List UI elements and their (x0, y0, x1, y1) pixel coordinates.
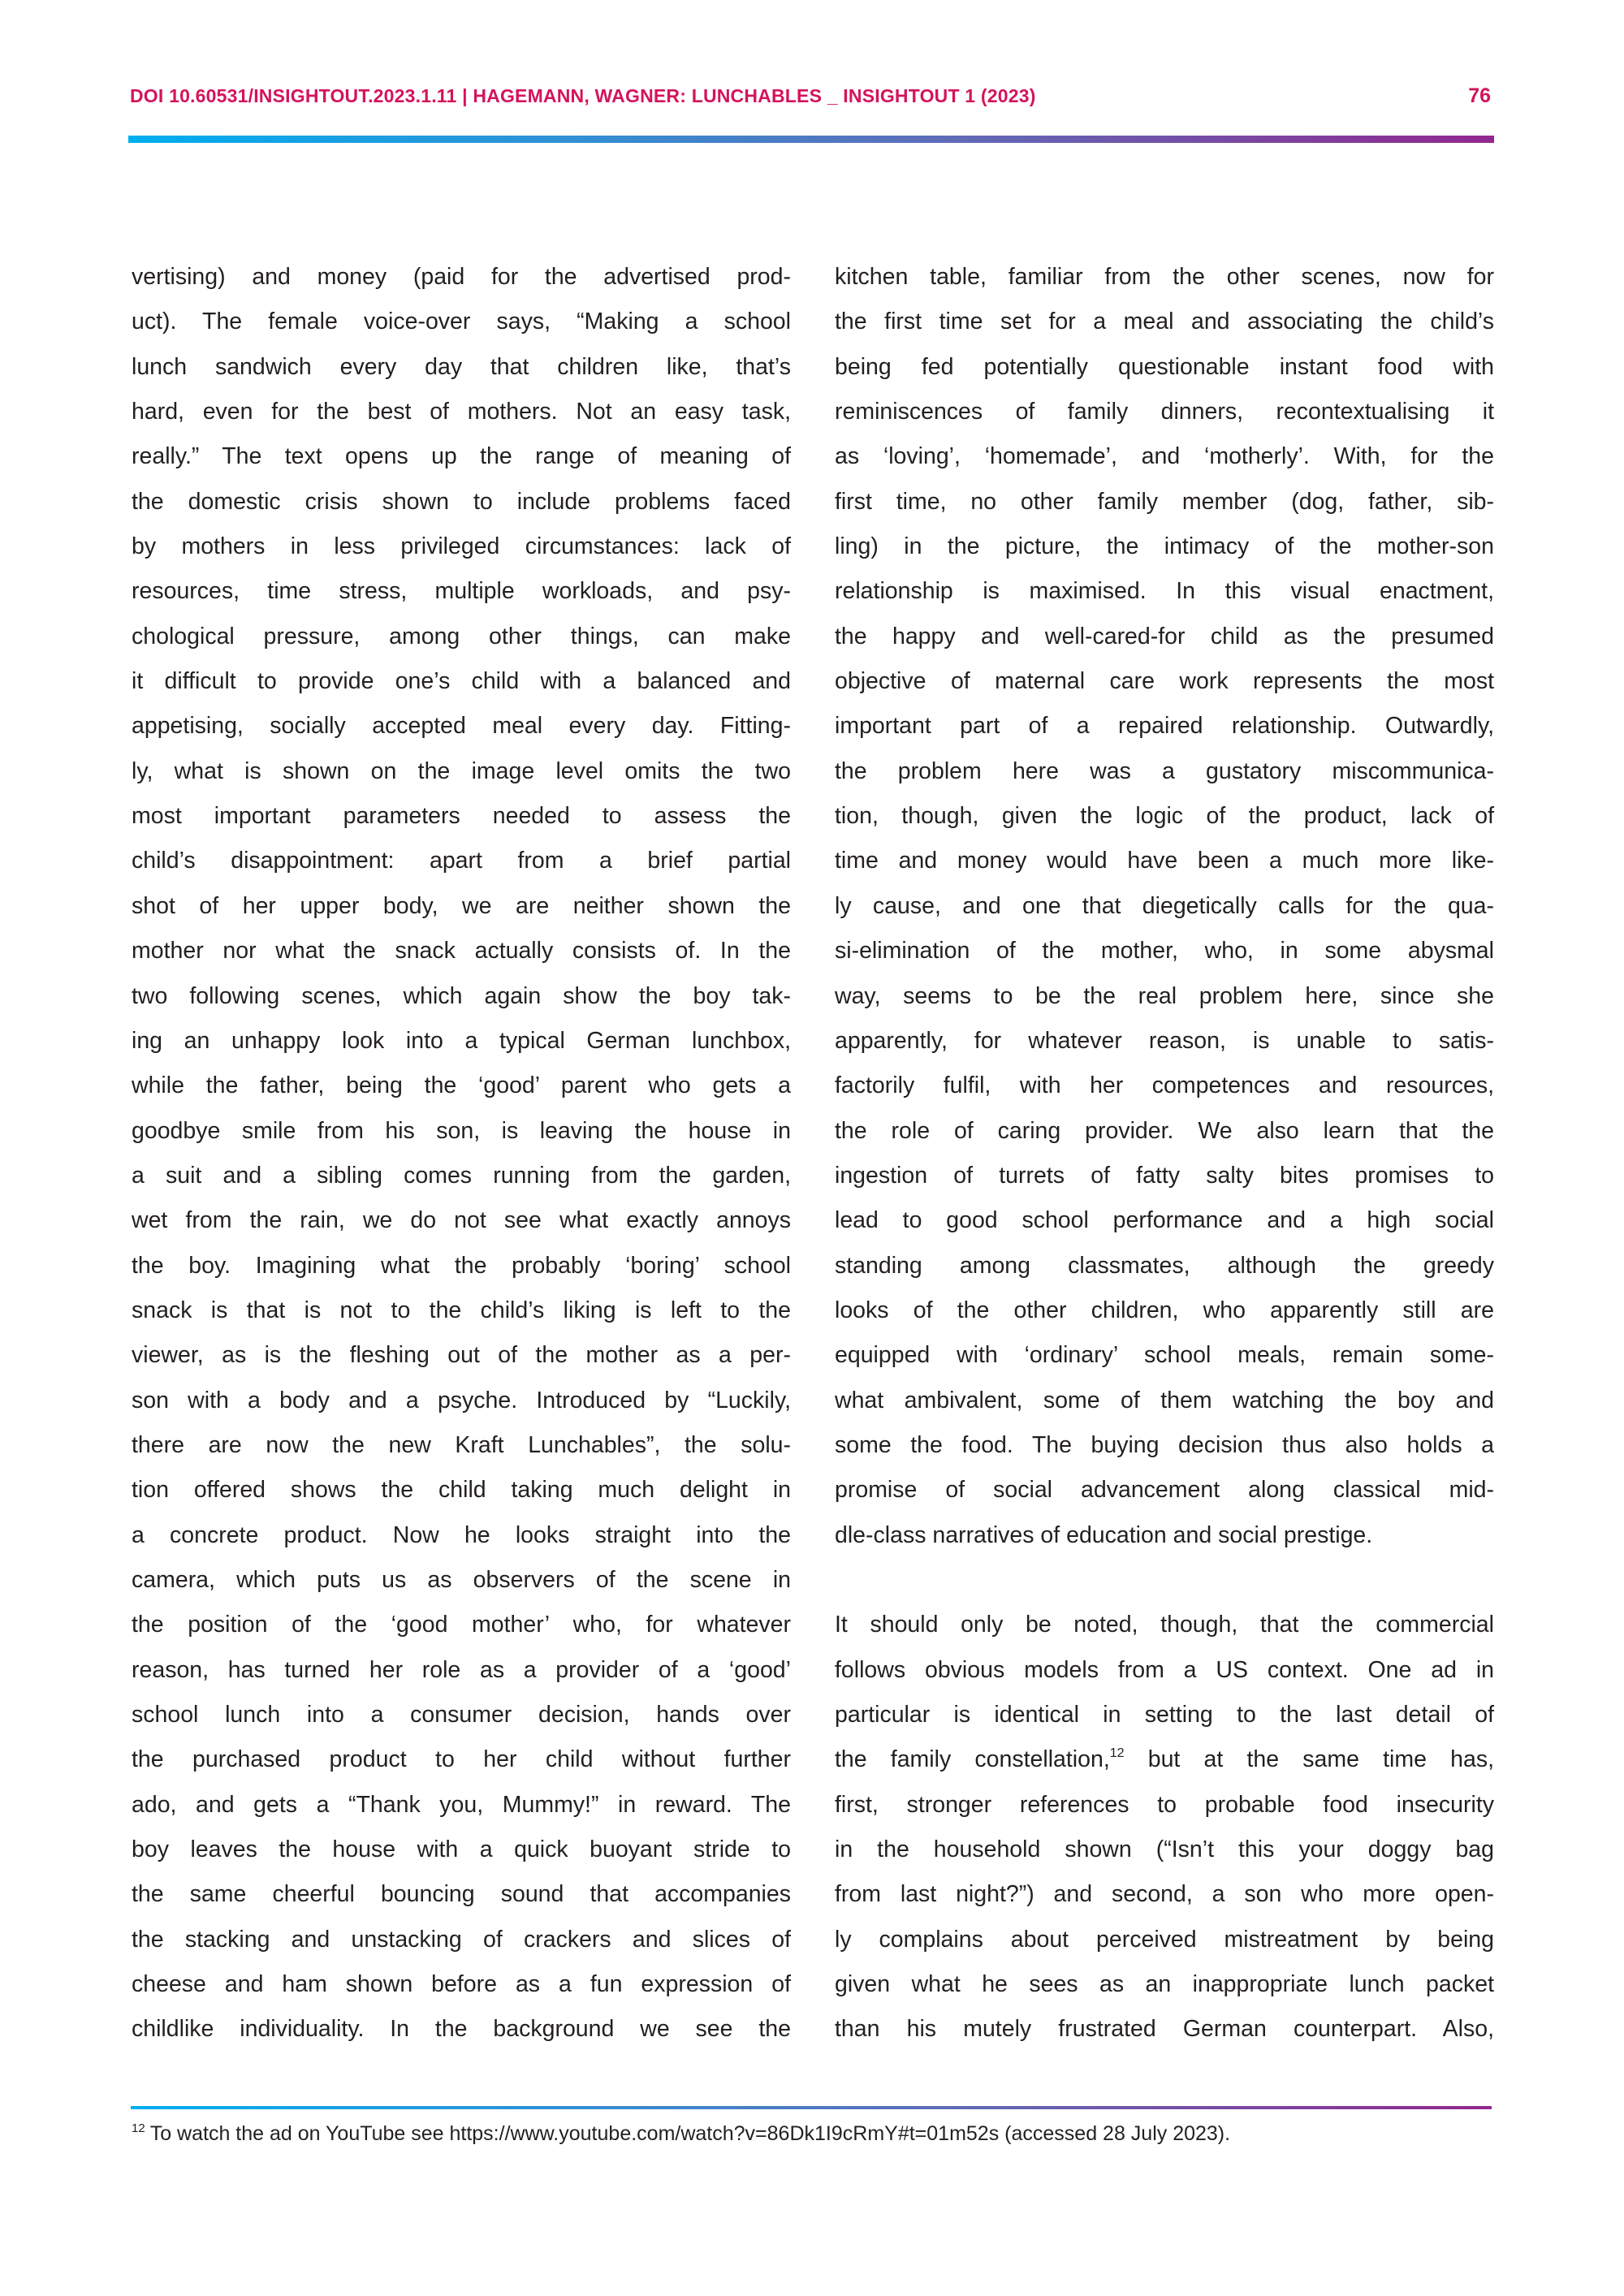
text-line: given what he sees as an inappropriate lunch packet (835, 1971, 1494, 1998)
text-line: mother nor what the snack actually consists of. In the (132, 938, 791, 965)
text-line: kitchen table, familiar from the other scenes, now for (835, 264, 1494, 290)
text-line: si-elimination of the mother, who, in some abysmal (835, 938, 1494, 965)
text-line: the role of caring provider. We also learn that the (835, 1117, 1494, 1144)
text-line: the position of the ‘good mother’ who, for whatever (132, 1612, 791, 1638)
text-line: factorily fulfil, with her competences and resources, (835, 1072, 1494, 1099)
footnote-text[interactable]: To watch the ad on YouTube see https://www.youtube.com/watch?v=86Dk1I9cRmY#t=01m52s (accessed 28 July 2023). (149, 2122, 1231, 2145)
text-line: the first time set for a meal and associating the child’s (835, 309, 1494, 335)
text-line: hard, even for the best of mothers. Not an easy task, (132, 399, 791, 425)
text-line: while the father, being the ‘good’ parent who gets a (132, 1072, 791, 1099)
text-line: wet from the rain, we do not see what exactly annoys (132, 1207, 791, 1234)
text-line: being fed potentially questionable instant food with (835, 353, 1494, 380)
text-line: school lunch into a consumer decision, hands over (132, 1702, 791, 1728)
text-line: the stacking and unstacking of crackers and slices of (132, 1926, 791, 1953)
text-line: vertising) and money (paid for the advertised prod- (132, 264, 791, 290)
text-line: apparently, for whatever reason, is unable to satis- (835, 1027, 1494, 1054)
paragraph-gap (835, 1558, 1494, 1603)
footnote-gradient-rule (131, 2106, 1492, 2109)
text-line: standing among classmates, although the greedy (835, 1252, 1494, 1279)
text-line: two following scenes, which again show the boy tak- (132, 982, 791, 1009)
page-number: 76 (1468, 84, 1491, 107)
text-line: really.” The text opens up the range of meaning of (132, 443, 791, 470)
text-line: relationship is maximised. In this visual enactment, (835, 578, 1494, 605)
text-line: the domestic crisis shown to include problems faced (132, 488, 791, 515)
text-line: important part of a repaired relationship. Outwardly, (835, 713, 1494, 740)
text-line: ing an unhappy look into a typical German lunchbox, (132, 1027, 791, 1054)
text-line: resources, time stress, multiple workloads, and psy- (132, 578, 791, 605)
text-line: chological pressure, among other things, can make (132, 623, 791, 650)
text-line: ingestion of turrets of fatty salty bites promises to (835, 1162, 1494, 1189)
text-line: goodbye smile from his son, is leaving the house in (132, 1117, 791, 1144)
footnote-reference[interactable]: 12 (1109, 1746, 1125, 1761)
text-line: cheese and ham shown before as a fun expression of (132, 1971, 791, 1998)
text-line: boy leaves the house with a quick buoyant stride to (132, 1836, 791, 1863)
running-head: DOI 10.60531/INSIGHTOUT.2023.1.11 | HAGEMANN, WAGNER: LUNCHABLES _ INSIGHTOUT 1 (2023) (130, 85, 1036, 106)
left-column (132, 255, 791, 2052)
text-line: viewer, as is the fleshing out of the mother as a per- (132, 1342, 791, 1369)
text-line: first, stronger references to probable food insecurity (835, 1791, 1494, 1818)
text-line: dle-class narratives of education and social prestige. (835, 1521, 1373, 1548)
text-line: in the household shown (“Isn’t this your doggy bag (835, 1836, 1494, 1863)
text-line: uct). The female voice-over says, “Making a school (132, 309, 791, 335)
text-line: a concrete product. Now he looks straight into the (132, 1521, 791, 1548)
text-line: snack is that is not to the child’s liking is left to the (132, 1297, 791, 1323)
text-line: what ambivalent, some of them watching the boy and (835, 1387, 1494, 1413)
text-line: it difficult to provide one’s child with a balanced and (132, 668, 791, 695)
text-line: promise of social advancement along classical mid- (835, 1477, 1494, 1504)
text-line: some the food. The buying decision thus also holds a (835, 1431, 1494, 1458)
text-line: It should only be noted, though, that the commercial (835, 1612, 1494, 1638)
text-line: tion, though, given the logic of the product, lack of (835, 803, 1494, 830)
text-line: lunch sandwich every day that children like, that’s (132, 353, 791, 380)
text-line: particular is identical in setting to the last detail of (835, 1702, 1494, 1728)
text-line: by mothers in less privileged circumstances: lack of (132, 533, 791, 560)
text-line: appetising, socially accepted meal every day. Fitting- (132, 713, 791, 740)
text-line: lead to good school performance and a high social (835, 1207, 1494, 1234)
text-line: the boy. Imagining what the probably ‘boring’ school (132, 1252, 791, 1279)
text-line: shot of her upper body, we are neither shown the (132, 892, 791, 919)
text-line: equipped with ‘ordinary’ school meals, remain some- (835, 1342, 1494, 1369)
text-line: camera, which puts us as observers of the scene in (132, 1566, 791, 1593)
text-line: reminiscences of family dinners, recontextualising it (835, 399, 1494, 425)
text-line: way, seems to be the real problem here, since she (835, 982, 1494, 1009)
text-line: ly, what is shown on the image level omits the two (132, 757, 791, 784)
text-line: time and money would have been a much more like- (835, 848, 1494, 874)
text-segment: the family constellation, (835, 1746, 1110, 1773)
text-line: most important parameters needed to assess the (132, 803, 791, 830)
text-line: objective of maternal care work represents the most (835, 668, 1494, 695)
text-line: follows obvious models from a US context. One ad in (835, 1656, 1494, 1683)
text-line: the purchased product to her child without further (132, 1746, 791, 1773)
text-line-with-footnote (835, 1737, 1494, 1782)
text-line: tion offered shows the child taking much delight in (132, 1477, 791, 1504)
text-line: first time, no other family member (dog, father, sib- (835, 488, 1494, 515)
text-line: there are now the new Kraft Lunchables”, the solu- (132, 1431, 791, 1458)
text-line: than his mutely frustrated German counterpart. Also, (835, 2016, 1494, 2043)
text-line: ly complains about perceived mistreatment by being (835, 1926, 1494, 1953)
text-line: the happy and well-cared-for child as the presumed (835, 623, 1494, 650)
text-line: childlike individuality. In the background we see the (132, 2016, 791, 2043)
text-line: reason, has turned her role as a provider of a ‘good’ (132, 1656, 791, 1683)
text-line: looks of the other children, who apparently still are (835, 1297, 1494, 1323)
text-line: ado, and gets a “Thank you, Mummy!” in reward. The (132, 1791, 791, 1818)
header-gradient-rule (128, 136, 1494, 143)
text-line: child’s disappointment: apart from a brief partial (132, 848, 791, 874)
text-line: from last night?”) and second, a son who more open- (835, 1881, 1494, 1908)
text-line: the problem here was a gustatory miscommunica- (835, 757, 1494, 784)
text-line: ling) in the picture, the intimacy of the mother-son (835, 533, 1494, 560)
footnote-number: 12 (132, 2121, 145, 2135)
text-line: the same cheerful bouncing sound that accompanies (132, 1881, 791, 1908)
footnote (132, 2121, 1230, 2147)
right-column (835, 255, 1494, 2052)
text-line: ly cause, and one that diegetically calls for the qua- (835, 892, 1494, 919)
text-line: son with a body and a psyche. Introduced by “Luckily, (132, 1387, 791, 1413)
text-line: as ‘loving’, ‘homemade’, and ‘motherly’. With, for the (835, 443, 1494, 470)
text-line: a suit and a sibling comes running from the garden, (132, 1162, 791, 1189)
text-segment: but at the same time has, (1124, 1746, 1494, 1773)
